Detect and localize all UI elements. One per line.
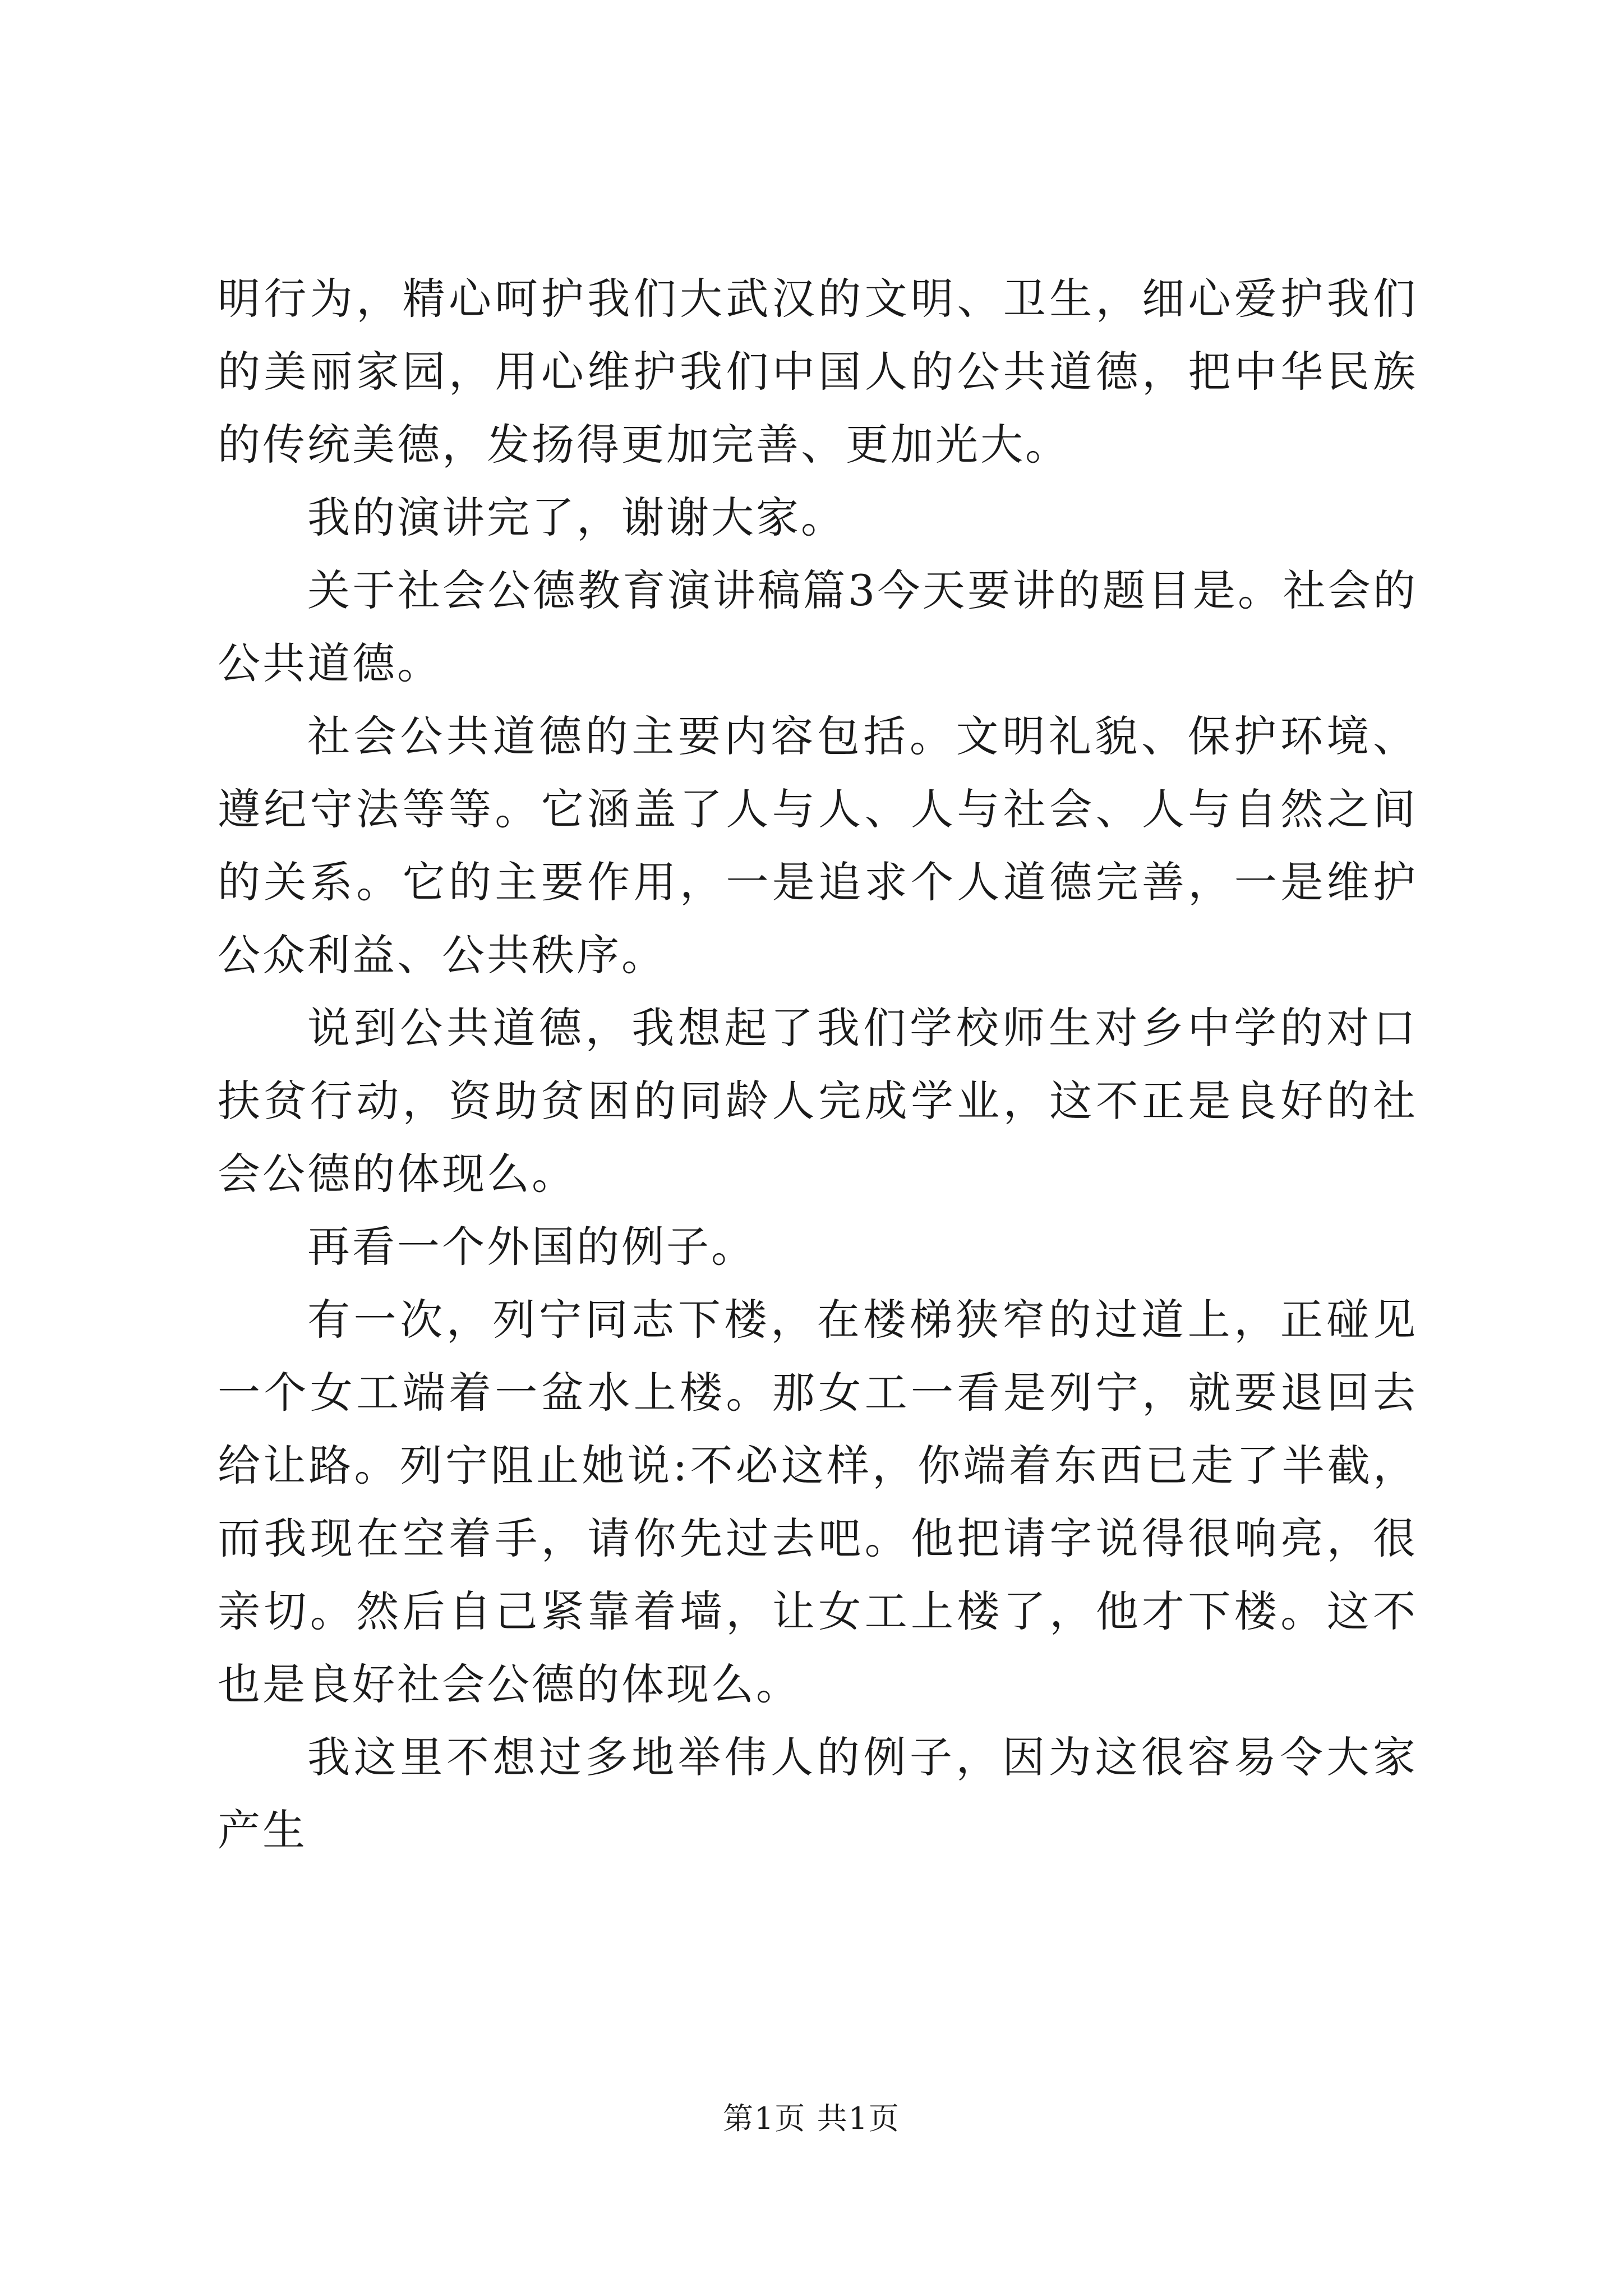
paragraph: 关于社会公德教育演讲稿篇3今天要讲的题目是。社会的公共道德。 — [218, 565, 1418, 688]
paragraph: 说到公共道德，我想起了我们学校师生对乡中学的对口扶贫行动，资助贫困的同龄人完成学业，这不正是良好的社会公德的体现么。 — [218, 1003, 1418, 1199]
paragraph: 我这里不想过多地举伟人的例子，因为这很容易令大家产生 — [218, 1732, 1418, 1855]
paragraph: 有一次，列宁同志下楼，在楼梯狭窄的过道上，正碰见一个女工端着一盆水上楼。那女工一看是列宁，就要退回去给让路。列宁阻止她说:不必这样，你端着东西已走了半截，而我现在空着手，请你先过去吧。他把请字说得很响亮，很亲切。然后自己紧靠着墙，让女工上楼了，他才下楼。这不也是良好社会公德的体现么。 — [218, 1295, 1418, 1709]
paragraph: 我的演讲完了，谢谢大家。 — [307, 493, 846, 542]
body-text — [218, 263, 1418, 1867]
paragraph: 社会公共道德的主要内容包括。文明礼貌、保护环境、遵纪守法等等。它涵盖了人与人、人与社会、人与自然之间的关系。它的主要作用，一是追求个人道德完善，一是维护公众利益、公共秩序。 — [218, 711, 1418, 980]
paragraph: 再看一个外国的例子。 — [307, 1222, 756, 1272]
paragraph: 明行为，精心呵护我们大武汉的文明、卫生，细心爱护我们的美丽家园，用心维护我们中国人的公共道德，把中华民族的传统美德，发扬得更加完善、更加光大。 — [218, 274, 1418, 470]
page-footer: 第1页 共1页 — [723, 2101, 900, 2136]
